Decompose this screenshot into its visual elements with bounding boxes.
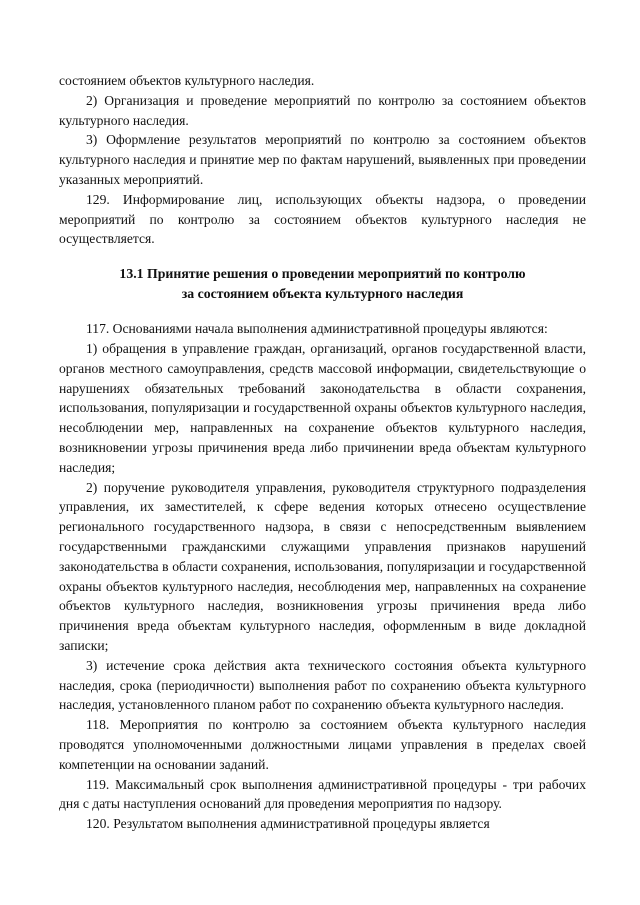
paragraph-item-3: 3) Оформление результатов мероприятий по контролю за состоянием объектов культурного наследия и принятие мер по фактам нарушений, выявленных при проведении указанных мероприятий. bbox=[59, 132, 586, 187]
paragraph-item-2: 2) Организация и проведение мероприятий по контролю за состоянием объектов культурного наследия. bbox=[59, 92, 586, 128]
paragraph-117-item-2: 2) поручение руководителя управления, руководителя структурного подразделения управления, их заместителей, к сфере ведения которых отнесено осуществление регионального государственного надзора, в связи с непосредственным выявлением государственными гражданскими служащими управления признаков нарушений законодательства в области сохранения, использования, популяризации и государственной охраны объектов культурного наследия, несоблюдения мер, направленных на сохранение объектов культурного наследия, возникновения угрозы причинения вреда либо причинения вреда объектам культурного наследия, оформленным в виде докладной записки; bbox=[59, 479, 586, 653]
paragraph-117-item-3: 3) истечение срока действия акта технического состояния объекта культурного наследия, срока (периодичности) выполнения работ по сохранению объекта культурного наследия, установленного планом работ по сохранению объекта культурного наследия. bbox=[59, 657, 586, 713]
section-heading bbox=[59, 264, 586, 303]
paragraph-continuation: состоянием объектов культурного наследия. bbox=[59, 73, 315, 88]
paragraph-118: 118. Мероприятия по контролю за состоянием объекта культурного наследия проводятся уполномоченными должностными лицами управления в пределах своей компетенции на основании заданий. bbox=[59, 717, 586, 772]
document-page bbox=[59, 71, 586, 834]
paragraph-117: 117. Основаниями начала выполнения административной процедуры являются: bbox=[86, 321, 548, 337]
paragraph-120: 120. Результатом выполнения административной процедуры является bbox=[86, 816, 490, 832]
paragraph-129: 129. Информирование лиц, использующих объекты надзора, о проведении мероприятий по контролю за состоянием объектов культурного наследия не осуществляется. bbox=[59, 191, 586, 247]
paragraph-119: 119. Максимальный срок выполнения административной процедуры - три рабочих дня с даты наступления оснований для проведения мероприятия по надзору. bbox=[59, 776, 586, 812]
section-heading-line-1: 13.1 Принятие решения о проведении мероприятий по контролю bbox=[119, 266, 526, 282]
paragraph-117-item-1: 1) обращения в управление граждан, организаций, органов государственной власти, органов местного самоуправления, средств массовой информации, свидетельствующие о нарушениях обязательных требований законодательства в области сохранения, использования, популяризации и государственной охраны объектов культурного наследия, несоблюдении мер, направленных на сохранение объектов культурного наследия, возникновении угрозы причинения вреда либо причинении вреда объектам культурного наследия; bbox=[59, 340, 586, 475]
section-heading-line-2: за состоянием объекта культурного наследия bbox=[181, 285, 464, 301]
